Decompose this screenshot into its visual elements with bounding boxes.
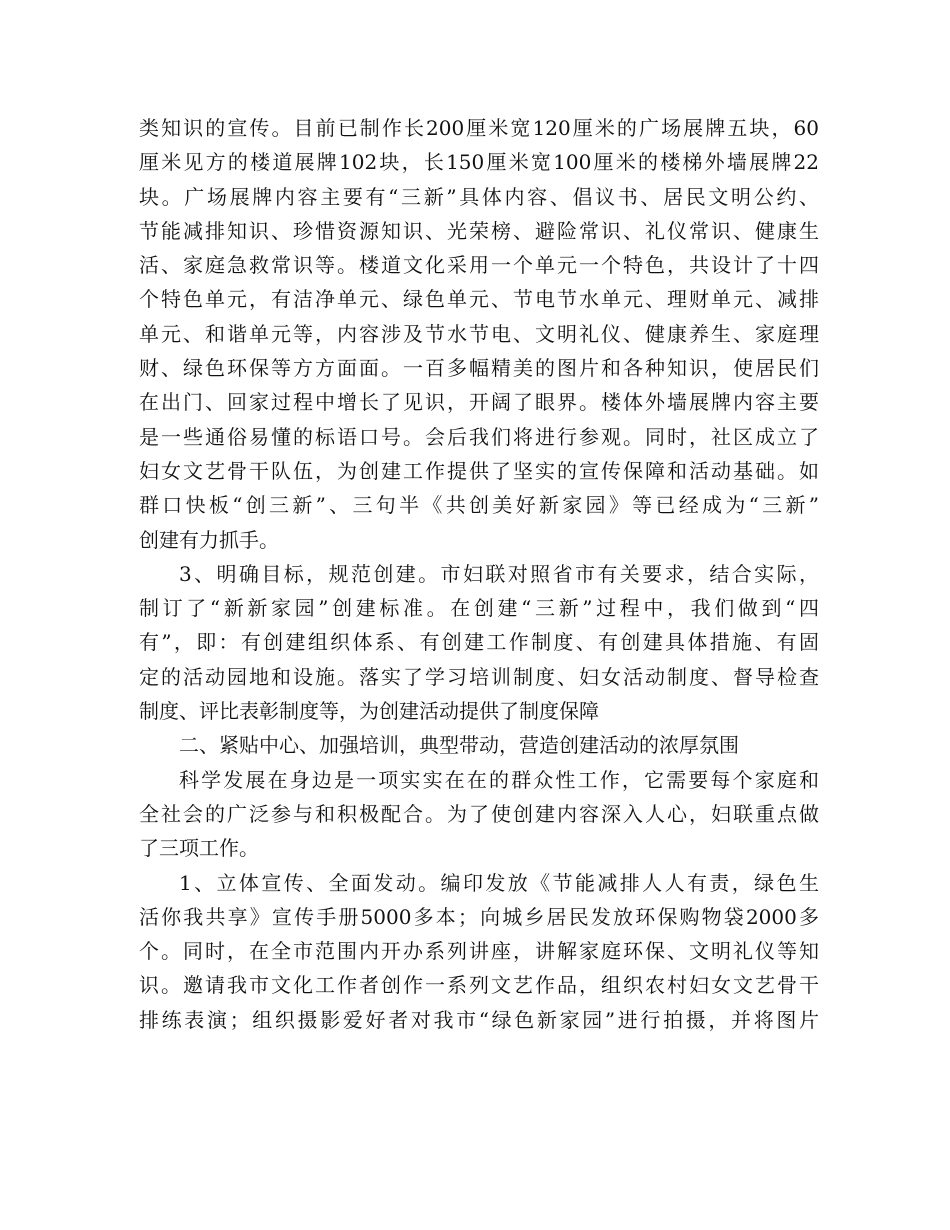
text-line: 定的活动园地和设施。落实了学习培训制度、妇女活动制度、督导检查: [139, 664, 819, 689]
text-line: 了三项工作。: [139, 836, 259, 861]
text-line: 财、绿色环保等方方面面。一百多幅精美的图片和各种知识，使居民们: [139, 356, 819, 381]
text-line: 有”，即：有创建组织体系、有创建工作制度、有创建具体措施、有固: [139, 630, 819, 655]
section-heading: 二、紧贴中心、加强培训，典型带动，营造创建活动的浓厚氛围: [179, 733, 739, 758]
text-line: 制度、评比表彰制度等，为创建活动提供了制度保障: [139, 699, 599, 724]
paragraph-first-line: 科学发展在身边是一项实实在在的群众性工作，它需要每个家庭和: [179, 767, 819, 792]
text-line: 创建有力抓手。: [139, 527, 279, 552]
text-line: 类知识的宣传。目前已制作长200厘米宽120厘米的广场展牌五块，60: [139, 116, 819, 140]
paragraph-first-line: 3、明确目标，规范创建。市妇联对照省市有关要求，结合实际，: [179, 561, 819, 586]
text-line: 在出门、回家过程中增长了见识，开阔了眼界。楼体外墙展牌内容主要: [139, 390, 819, 415]
text-line: 厘米见方的楼道展牌102块，长150厘米宽100厘米的楼梯外墙展牌22: [139, 150, 819, 175]
text-line: 全社会的广泛参与和积极配合。为了使创建内容深入人心，妇联重点做: [139, 801, 819, 826]
text-line: 活、家庭急救常识等。楼道文化采用一个单元一个特色，共设计了十四: [139, 253, 819, 278]
text-line: 块。广场展牌内容主要有“三新”具体内容、倡议书、居民文明公约、: [139, 184, 819, 209]
paragraph-first-line: 1、立体宣传、全面发动。编印发放《节能减排人人有责，绿色生: [179, 870, 819, 895]
text-line: 个特色单元，有洁净单元、绿色单元、节电节水单元、理财单元、减排: [139, 287, 819, 312]
text-line: 单元、和谐单元等，内容涉及节水节电、文明礼仪、健康养生、家庭理: [139, 321, 819, 346]
text-line: 群口快板“创三新”、三句半《共创美好新家园》等已经成为“三新”: [139, 493, 819, 518]
text-line: 活你我共享》宣传手册5000多本；向城乡居民发放环保购物袋2000多: [139, 904, 819, 929]
text-line: 个。同时，在全市范围内开办系列讲座，讲解家庭环保、文明礼仪等知: [139, 939, 819, 964]
text-line: 识。邀请我市文化工作者创作一系列文艺作品，组织农村妇女文艺骨干: [139, 973, 819, 998]
text-line: 节能减排知识、珍惜资源知识、光荣榜、避险常识、礼仪常识、健康生: [139, 218, 819, 243]
text-line: 制订了“新新家园”创建标准。在创建“三新”过程中，我们做到“四: [139, 596, 819, 621]
text-line: 排练表演；组织摄影爱好者对我市“绿色新家园”进行拍摄，并将图片: [139, 1007, 819, 1032]
body-text: [139, 111, 819, 1037]
text-line: 是一些通俗易懂的标语口号。会后我们将进行参观。同时，社区成立了: [139, 424, 819, 449]
text-line: 妇女文艺骨干队伍，为创建工作提供了坚实的宣传保障和活动基础。如: [139, 458, 819, 483]
